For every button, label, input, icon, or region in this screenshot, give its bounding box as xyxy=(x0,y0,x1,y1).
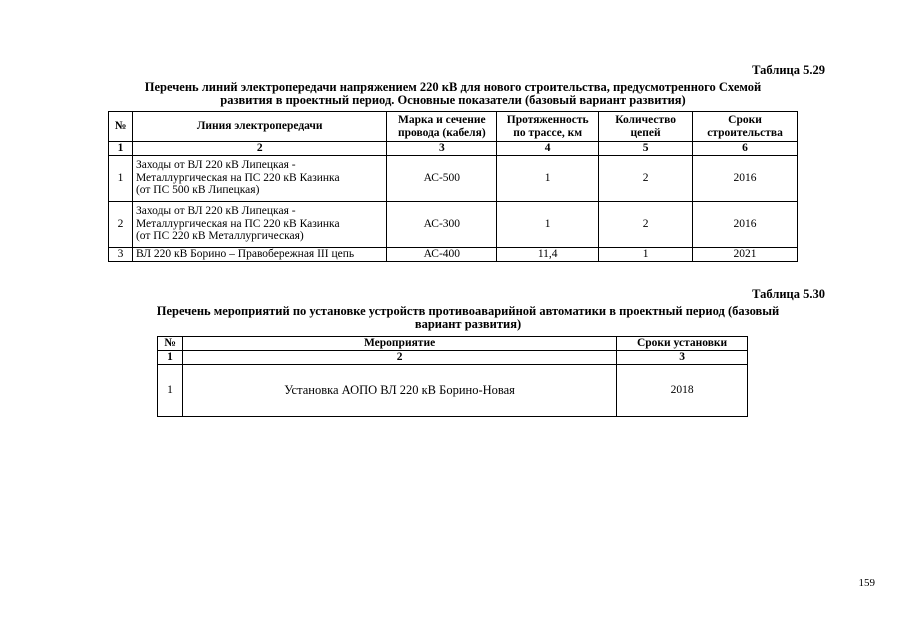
col-number: 2 xyxy=(182,351,616,365)
row-line-l2: Металлургическая на ПС 220 кВ Казинка xyxy=(135,217,340,230)
table-header-row xyxy=(158,337,748,351)
header-period-l2: строительства xyxy=(707,126,783,139)
header-length-l1: Протяженность xyxy=(506,114,589,126)
table-row xyxy=(158,364,748,416)
header-num: № xyxy=(158,337,183,351)
row-line-l3: (от ПС 500 кВ Липецкая) xyxy=(135,184,260,197)
header-period: Сроки установки xyxy=(617,337,748,351)
table-row xyxy=(109,201,798,247)
table-label-5-29: Таблица 5.29 xyxy=(752,63,825,77)
row-year: 2018 xyxy=(617,364,748,416)
row-num: 1 xyxy=(109,155,133,201)
table-label-5-30: Таблица 5.30 xyxy=(752,287,825,301)
col-number: 2 xyxy=(132,142,386,156)
row-measure: Установка АОПО ВЛ 220 кВ Борино-Новая xyxy=(182,364,616,416)
table-row xyxy=(109,155,798,201)
header-wire-l1: Марка и сечение xyxy=(398,114,486,126)
row-num: 2 xyxy=(109,201,133,247)
header-circuits xyxy=(599,112,693,142)
header-period xyxy=(693,112,798,142)
header-period-l1: Сроки xyxy=(728,114,762,126)
header-circuits-l1: Количество xyxy=(615,114,676,126)
col-number: 1 xyxy=(109,142,133,156)
header-length xyxy=(497,112,599,142)
row-circuits: 2 xyxy=(599,155,693,201)
row-line-l1: Заходы от ВЛ 220 кВ Липецкая - xyxy=(135,159,296,172)
header-length-l2: по трассе, км xyxy=(513,126,583,139)
col-number: 1 xyxy=(158,351,183,365)
header-circuits-l2: цепей xyxy=(630,126,661,139)
row-wire: АС-500 xyxy=(387,155,497,201)
col-number: 4 xyxy=(497,142,599,156)
row-circuits: 1 xyxy=(599,247,693,261)
row-length: 1 xyxy=(497,201,599,247)
table-title-line-2: развития в проектный период. Основные показатели (базовый вариант развития) xyxy=(220,93,686,107)
row-length: 1 xyxy=(497,155,599,201)
row-num: 3 xyxy=(109,247,133,261)
column-number-row xyxy=(109,142,798,156)
row-wire: АС-300 xyxy=(387,201,497,247)
col-number: 3 xyxy=(617,351,748,365)
row-line-l3: (от ПС 220 кВ Металлургическая) xyxy=(135,230,304,243)
row-line: ВЛ 220 кВ Борино – Правобережная III цепь xyxy=(132,247,386,261)
row-year: 2016 xyxy=(693,155,798,201)
table-title-line-2: вариант развития) xyxy=(414,317,522,331)
table-row xyxy=(109,247,798,261)
table-header-row xyxy=(109,112,798,142)
row-year: 2016 xyxy=(693,201,798,247)
row-length: 11,4 xyxy=(497,247,599,261)
col-number: 3 xyxy=(387,142,497,156)
table-title-line-1: Перечень линий электропередачи напряжением 220 кВ для нового строительства, предусмотренного Схемой xyxy=(144,80,762,94)
col-number: 5 xyxy=(599,142,693,156)
col-number: 6 xyxy=(693,142,798,156)
row-wire: АС-400 xyxy=(387,247,497,261)
power-lines-table xyxy=(108,111,798,262)
table-title-5-29 xyxy=(108,81,798,107)
header-wire-l2: провода (кабеля) xyxy=(397,126,486,139)
row-line xyxy=(132,201,386,247)
row-line-l1: Заходы от ВЛ 220 кВ Липецкая - xyxy=(135,205,296,218)
page-number: 159 xyxy=(858,577,875,589)
table-title-5-30 xyxy=(108,305,828,331)
table-title-line-1: Перечень мероприятий по установке устройств противоаварийной автоматики в проектный период (базовый xyxy=(156,304,780,318)
row-year: 2021 xyxy=(693,247,798,261)
row-line xyxy=(132,155,386,201)
header-measure: Мероприятие xyxy=(182,337,616,351)
column-number-row xyxy=(158,351,748,365)
header-line: Линия электропередачи xyxy=(132,112,386,142)
row-num: 1 xyxy=(158,364,183,416)
header-num: № xyxy=(109,112,133,142)
header-wire xyxy=(387,112,497,142)
protection-measures-table xyxy=(157,336,748,417)
row-circuits: 2 xyxy=(599,201,693,247)
row-line-l2: Металлургическая на ПС 220 кВ Казинка xyxy=(135,171,340,184)
